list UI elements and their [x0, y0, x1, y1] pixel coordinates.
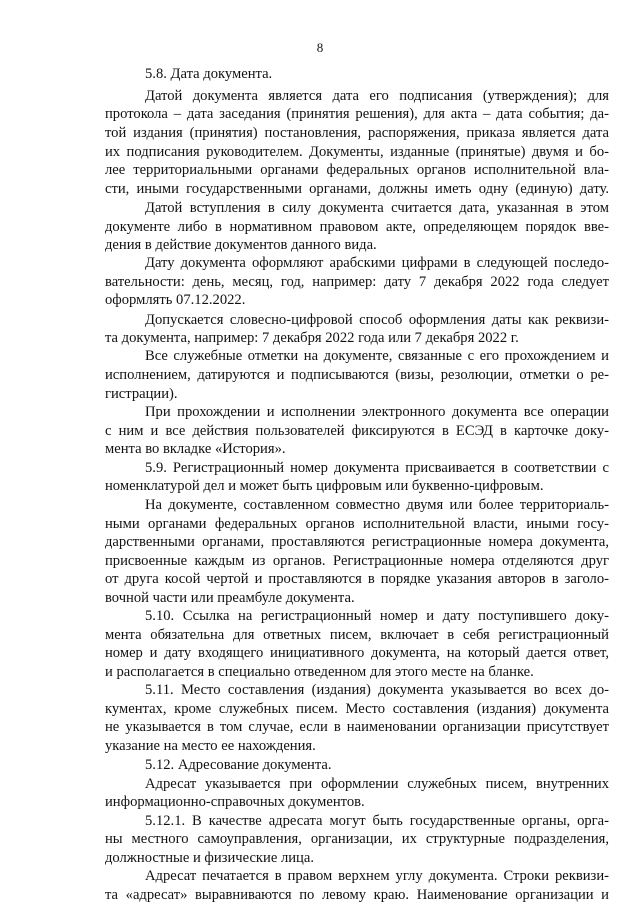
paragraph-line: сти, иными государственными органами, должны иметь одну (единую) дату.: [105, 181, 609, 197]
paragraph-line: 5.12. Адресование документа.: [145, 757, 332, 773]
paragraph-line: ными органами федеральных органов исполнительной власти, иными госу-: [105, 516, 609, 532]
paragraph-line: оформлять 07.12.2022.: [105, 292, 246, 308]
paragraph-line: Все служебные отметки на документе, связанные с его прохождением и: [145, 348, 609, 364]
paragraph-line: вательности: день, месяц, год, например: дату 7 декабря 2022 года следует: [105, 274, 609, 290]
paragraph-line: документе либо в нормативном правовом акте, определяющем порядок вве-: [105, 219, 609, 235]
paragraph-line: должностные и физические лица.: [105, 850, 314, 866]
paragraph-line: Адресат указывается при оформлении служебных писем, внутренних: [145, 776, 609, 792]
paragraph-line: исполнением, датируются и подписываются (визы, резолюции, отметки о ре-: [105, 367, 609, 383]
paragraph-line: вочной части или преамбуле документа.: [105, 590, 355, 606]
paragraph-line: кументах, кроме служебных писем. Место составления (издания) документа: [105, 701, 609, 717]
paragraph-line: указание на место ее нахождения.: [105, 738, 316, 754]
paragraph-line: Адресат печатается в правом верхнем углу документа. Строки реквизи-: [145, 868, 609, 884]
paragraph-line: номер и дату входящего инициативного документа, на который дается ответ,: [105, 645, 609, 661]
paragraph-line: с ним и все действия пользователей фиксируются в ЕСЭД в карточке доку-: [105, 423, 609, 439]
paragraph-line: протокола – дата заседания (принятия решения), для акта – дата события; да-: [105, 106, 609, 122]
paragraph-line: Датой вступления в силу документа считается дата, указанная в этом: [145, 200, 609, 216]
paragraph-line: На документе, составленном совместно двумя или более территориаль-: [145, 497, 609, 513]
paragraph-line: от друга косой чертой и проставляются в порядке указания авторов в заголо-: [105, 571, 609, 587]
paragraph-line: 5.11. Место составления (издания) документа указывается во всех до-: [145, 682, 609, 698]
paragraph-line: мента во вкладке «История».: [105, 441, 286, 457]
paragraph-line: та «адресат» выравниваются по левому краю. Наименование организации и: [105, 887, 609, 903]
paragraph-line: Датой документа является дата его подписания (утверждения); для: [145, 88, 609, 104]
paragraph-line: мента обязательна для ответных писем, включает в себя регистрационный: [105, 627, 609, 643]
paragraph-line: гистрации).: [105, 386, 178, 402]
paragraph-line: и располагается в специально отведенном для этого месте на бланке.: [105, 664, 534, 680]
paragraph-line: дения в действие документов данного вида.: [105, 237, 377, 253]
paragraph-line: 5.12.1. В качестве адресата могут быть государственные органы, орга-: [145, 813, 609, 829]
paragraph-line: номенклатурой дел и может быть цифровым или буквенно-цифровым.: [105, 478, 544, 494]
paragraph-line: Дату документа оформляют арабскими цифрами в следующей последо-: [145, 255, 609, 271]
paragraph-line: ны местного самоуправления, организации, их структурные подразделения,: [105, 831, 609, 847]
paragraph-line: 5.8. Дата документа.: [145, 66, 273, 82]
page-number: 8: [316, 40, 324, 55]
paragraph-line: той издания (принятия) постановления, распоряжения, приказа является дата: [105, 125, 609, 141]
paragraph-line: При прохождении и исполнении электронного документа все операции: [145, 404, 609, 420]
paragraph-line: информационно-справочных документов.: [105, 794, 365, 810]
paragraph-line: дарственными органами, проставляются регистрационные номера документа,: [105, 534, 609, 550]
paragraph-line: та документа, например: 7 декабря 2022 года или 7 декабря 2022 г.: [105, 330, 519, 346]
paragraph-line: 5.10. Ссылка на регистрационный номер и дату поступившего доку-: [145, 608, 609, 624]
paragraph-line: лее территориальными органами федеральных органов исполнительной вла-: [105, 162, 609, 178]
paragraph-line: не указывается в том случае, если в наименовании организации присутствует: [105, 719, 609, 735]
paragraph-line: Допускается словесно-цифровой способ оформления даты как реквизи-: [145, 312, 609, 328]
paragraph-line: их подписания руководителем. Документы, изданные (принятые) двумя и бо-: [105, 144, 609, 160]
paragraph-line: 5.9. Регистрационный номер документа присваивается в соответствии с: [145, 460, 609, 476]
paragraph-line: присвоенные каждым из органов. Регистрационные номера отделяются друг: [105, 553, 609, 569]
